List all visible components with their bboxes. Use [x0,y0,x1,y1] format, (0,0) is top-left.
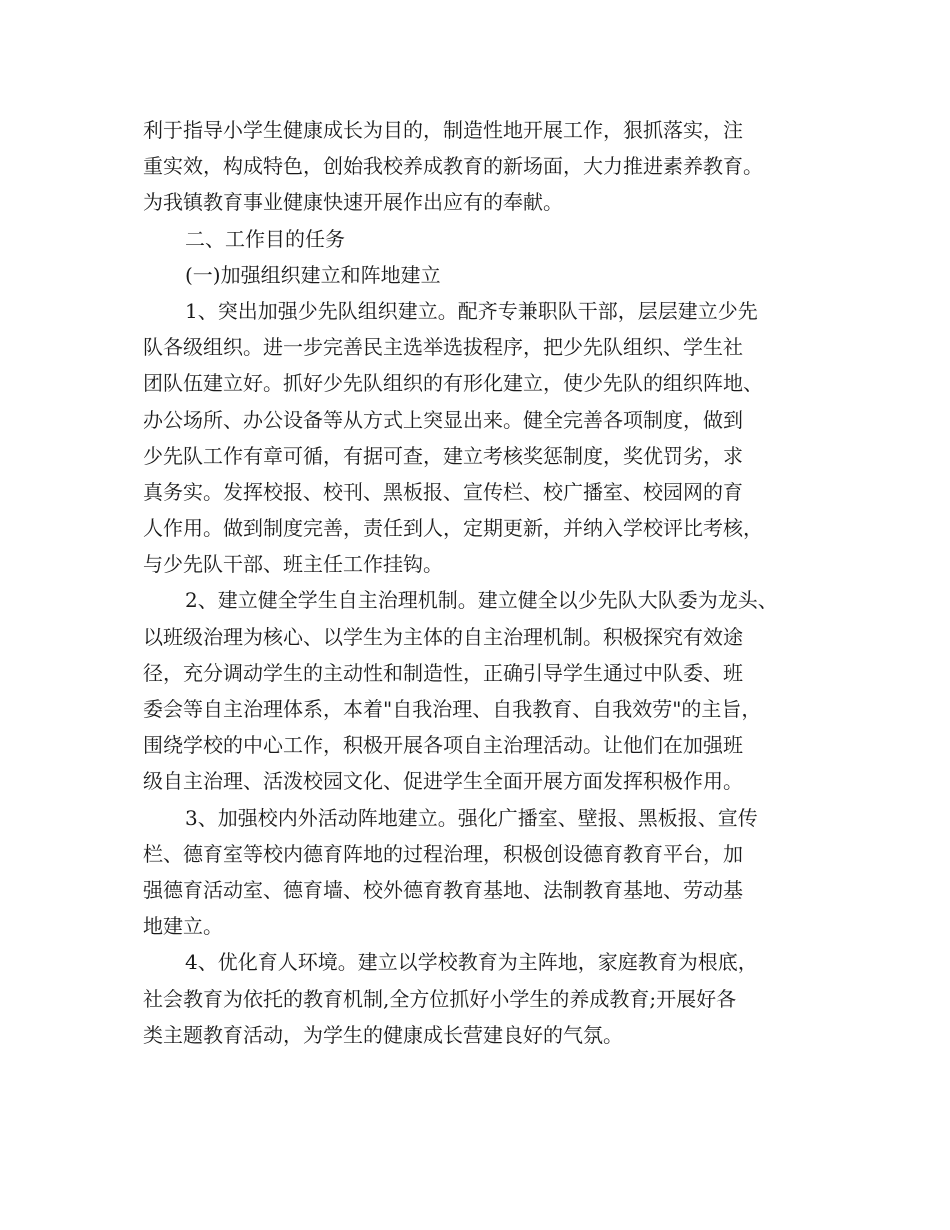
text-line: 以班级治理为核心、以学生为主体的自主治理机制。积极探究有效途 [143,624,743,649]
text-line: 围绕学校的中心工作，积极开展各项自主治理活动。让他们在加强班 [143,733,743,758]
paragraph-start: 2、建立健全学生自主治理机制。建立健全以少先队大队委为龙头、 [185,588,778,613]
text-line: 社会教育为依托的教育机制,全方位抓好小学生的养成教育;开展好各 [143,986,737,1011]
text-line: 类主题教育活动，为学生的健康成长营建良好的气氛。 [143,1022,623,1047]
paragraph-start: 4、优化育人环境。建立以学校教育为主阵地，家庭教育为根底， [185,950,758,975]
text-line: 团队伍建立好。抓好少先队组织的有形化建立，使少先队的组织阵地、 [143,371,763,396]
paragraph-start: 3、加强校内外活动阵地建立。强化广播室、壁报、黑板报、宣传 [185,805,758,830]
text-line: 真务实。发挥校报、校刊、黑板报、宣传栏、校广播室、校园网的育 [143,479,743,504]
document-body [143,112,823,1053]
text-line: 重实效，构成特色，创始我校养成教育的新场面，大力推进素养教育。 [143,154,763,179]
text-line: 委会等自主治理体系，本着"自我治理、自我教育、自我效劳"的主旨， [143,697,762,721]
text-line: 栏、德育室等校内德育阵地的过程治理，积极创设德育教育平台，加 [143,841,743,866]
paragraph-start: 1、突出加强少先队组织建立。配齐专兼职队干部，层层建立少先 [185,298,758,323]
text-line: 强德育活动室、德育墙、校外德育教育基地、法制教育基地、劳动基 [143,877,743,902]
subsection-heading: (一)加强组织建立和阵地建立 [185,262,441,287]
text-line: 利于指导小学生健康成长为目的，制造性地开展工作，狠抓落实，注 [143,118,743,142]
text-line: 办公场所、办公设备等从方式上突显出来。健全完善各项制度，做到 [143,407,743,432]
text-line: 少先队工作有章可循，有据可查，建立考核奖惩制度，奖优罚劣，求 [143,443,743,468]
section-heading: 二、工作目的任务 [185,226,345,251]
text-line: 为我镇教育事业健康快速开展作出应有的奉献。 [143,190,563,215]
text-line: 地建立。 [143,914,223,939]
text-line: 队各级组织。进一步完善民主选举选拔程序，把少先队组织、学生社 [143,335,743,360]
text-line: 径，充分调动学生的主动性和制造性，正确引导学生通过中队委、班 [143,660,743,685]
text-line: 级自主治理、活泼校园文化、促进学生全面开展方面发挥积极作用。 [143,769,743,794]
text-line: 人作用。做到制度完善，责任到人，定期更新，并纳入学校评比考核， [143,516,763,541]
text-line: 与少先队干部、班主任工作挂钩。 [143,552,443,577]
